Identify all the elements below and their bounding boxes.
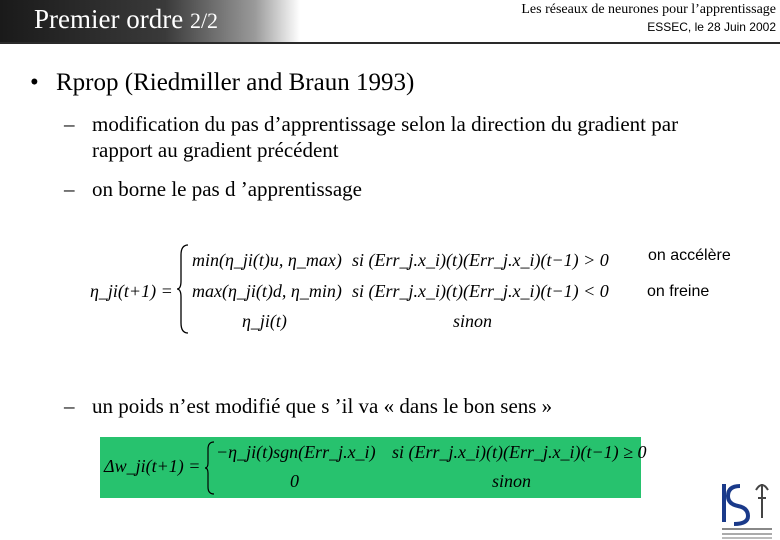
slide-title <box>34 4 218 35</box>
header-rule <box>0 42 780 44</box>
title-number: 2/2 <box>189 8 219 33</box>
formula-delta-row2-expr: 0 <box>290 471 299 491</box>
formula-eta-row3-cond: sinon <box>453 311 493 331</box>
subitem-text: modification du pas d’apprentissage selon la direction du gradient par rapport au gradient précédent <box>92 112 679 162</box>
formula-delta-row1-expr: −η_ji(t)sgn(Err_j.x_i) <box>216 442 376 462</box>
formula-eta-row2-cond: si (Err_j.x_i)(t)(Err_j.x_i)(t−1) < 0 <box>352 281 609 301</box>
venue-date: ESSEC, le 28 Juin 2002 <box>647 20 776 34</box>
formula-eta-row3-expr: η_ji(t) <box>242 311 287 331</box>
dash: – <box>64 394 75 418</box>
formula-delta-lhs: Δw_ji(t+1) = <box>104 456 201 476</box>
formula-delta-brace <box>204 441 216 495</box>
formula-eta-brace <box>176 243 190 335</box>
formula-eta-row2-expr: max(η_ji(t)d, η_min) <box>192 281 342 301</box>
bullet-rprop <box>30 69 414 97</box>
formula-eta-row1-cond: si (Err_j.x_i)(t)(Err_j.x_i)(t−1) > 0 <box>352 250 609 270</box>
formula-delta-row2-cond: sinon <box>492 471 532 491</box>
formula-delta-row1-cond: si (Err_j.x_i)(t)(Err_j.x_i)(t−1) ≥ 0 <box>392 442 647 462</box>
formula-eta-lhs: η_ji(t+1) = <box>90 281 173 301</box>
label-freine: on freine <box>647 283 710 300</box>
label-accelere: on accélère <box>648 247 731 264</box>
formula-delta-box <box>100 437 647 498</box>
formula-eta-row1-expr: min(η_ji(t)u, η_max) <box>192 250 342 270</box>
bullet-dot: • <box>30 69 39 96</box>
institution-logo-icon <box>718 478 776 540</box>
subitem-text: un poids n’est modifié que s ’il va « dans le bon sens » <box>92 394 553 418</box>
subitem-3 <box>64 393 704 419</box>
bullet-text: Rprop (Riedmiller and Braun 1993) <box>56 69 415 96</box>
subitem-2 <box>64 176 684 202</box>
title-main: Premier ordre <box>34 4 184 34</box>
subitem-1 <box>64 111 684 163</box>
course-title: Les réseaux de neurones pour l’apprentissage <box>521 2 776 17</box>
subitem-text: on borne le pas d ’apprentissage <box>92 177 362 201</box>
dash: – <box>64 112 75 136</box>
dash: – <box>64 177 75 201</box>
